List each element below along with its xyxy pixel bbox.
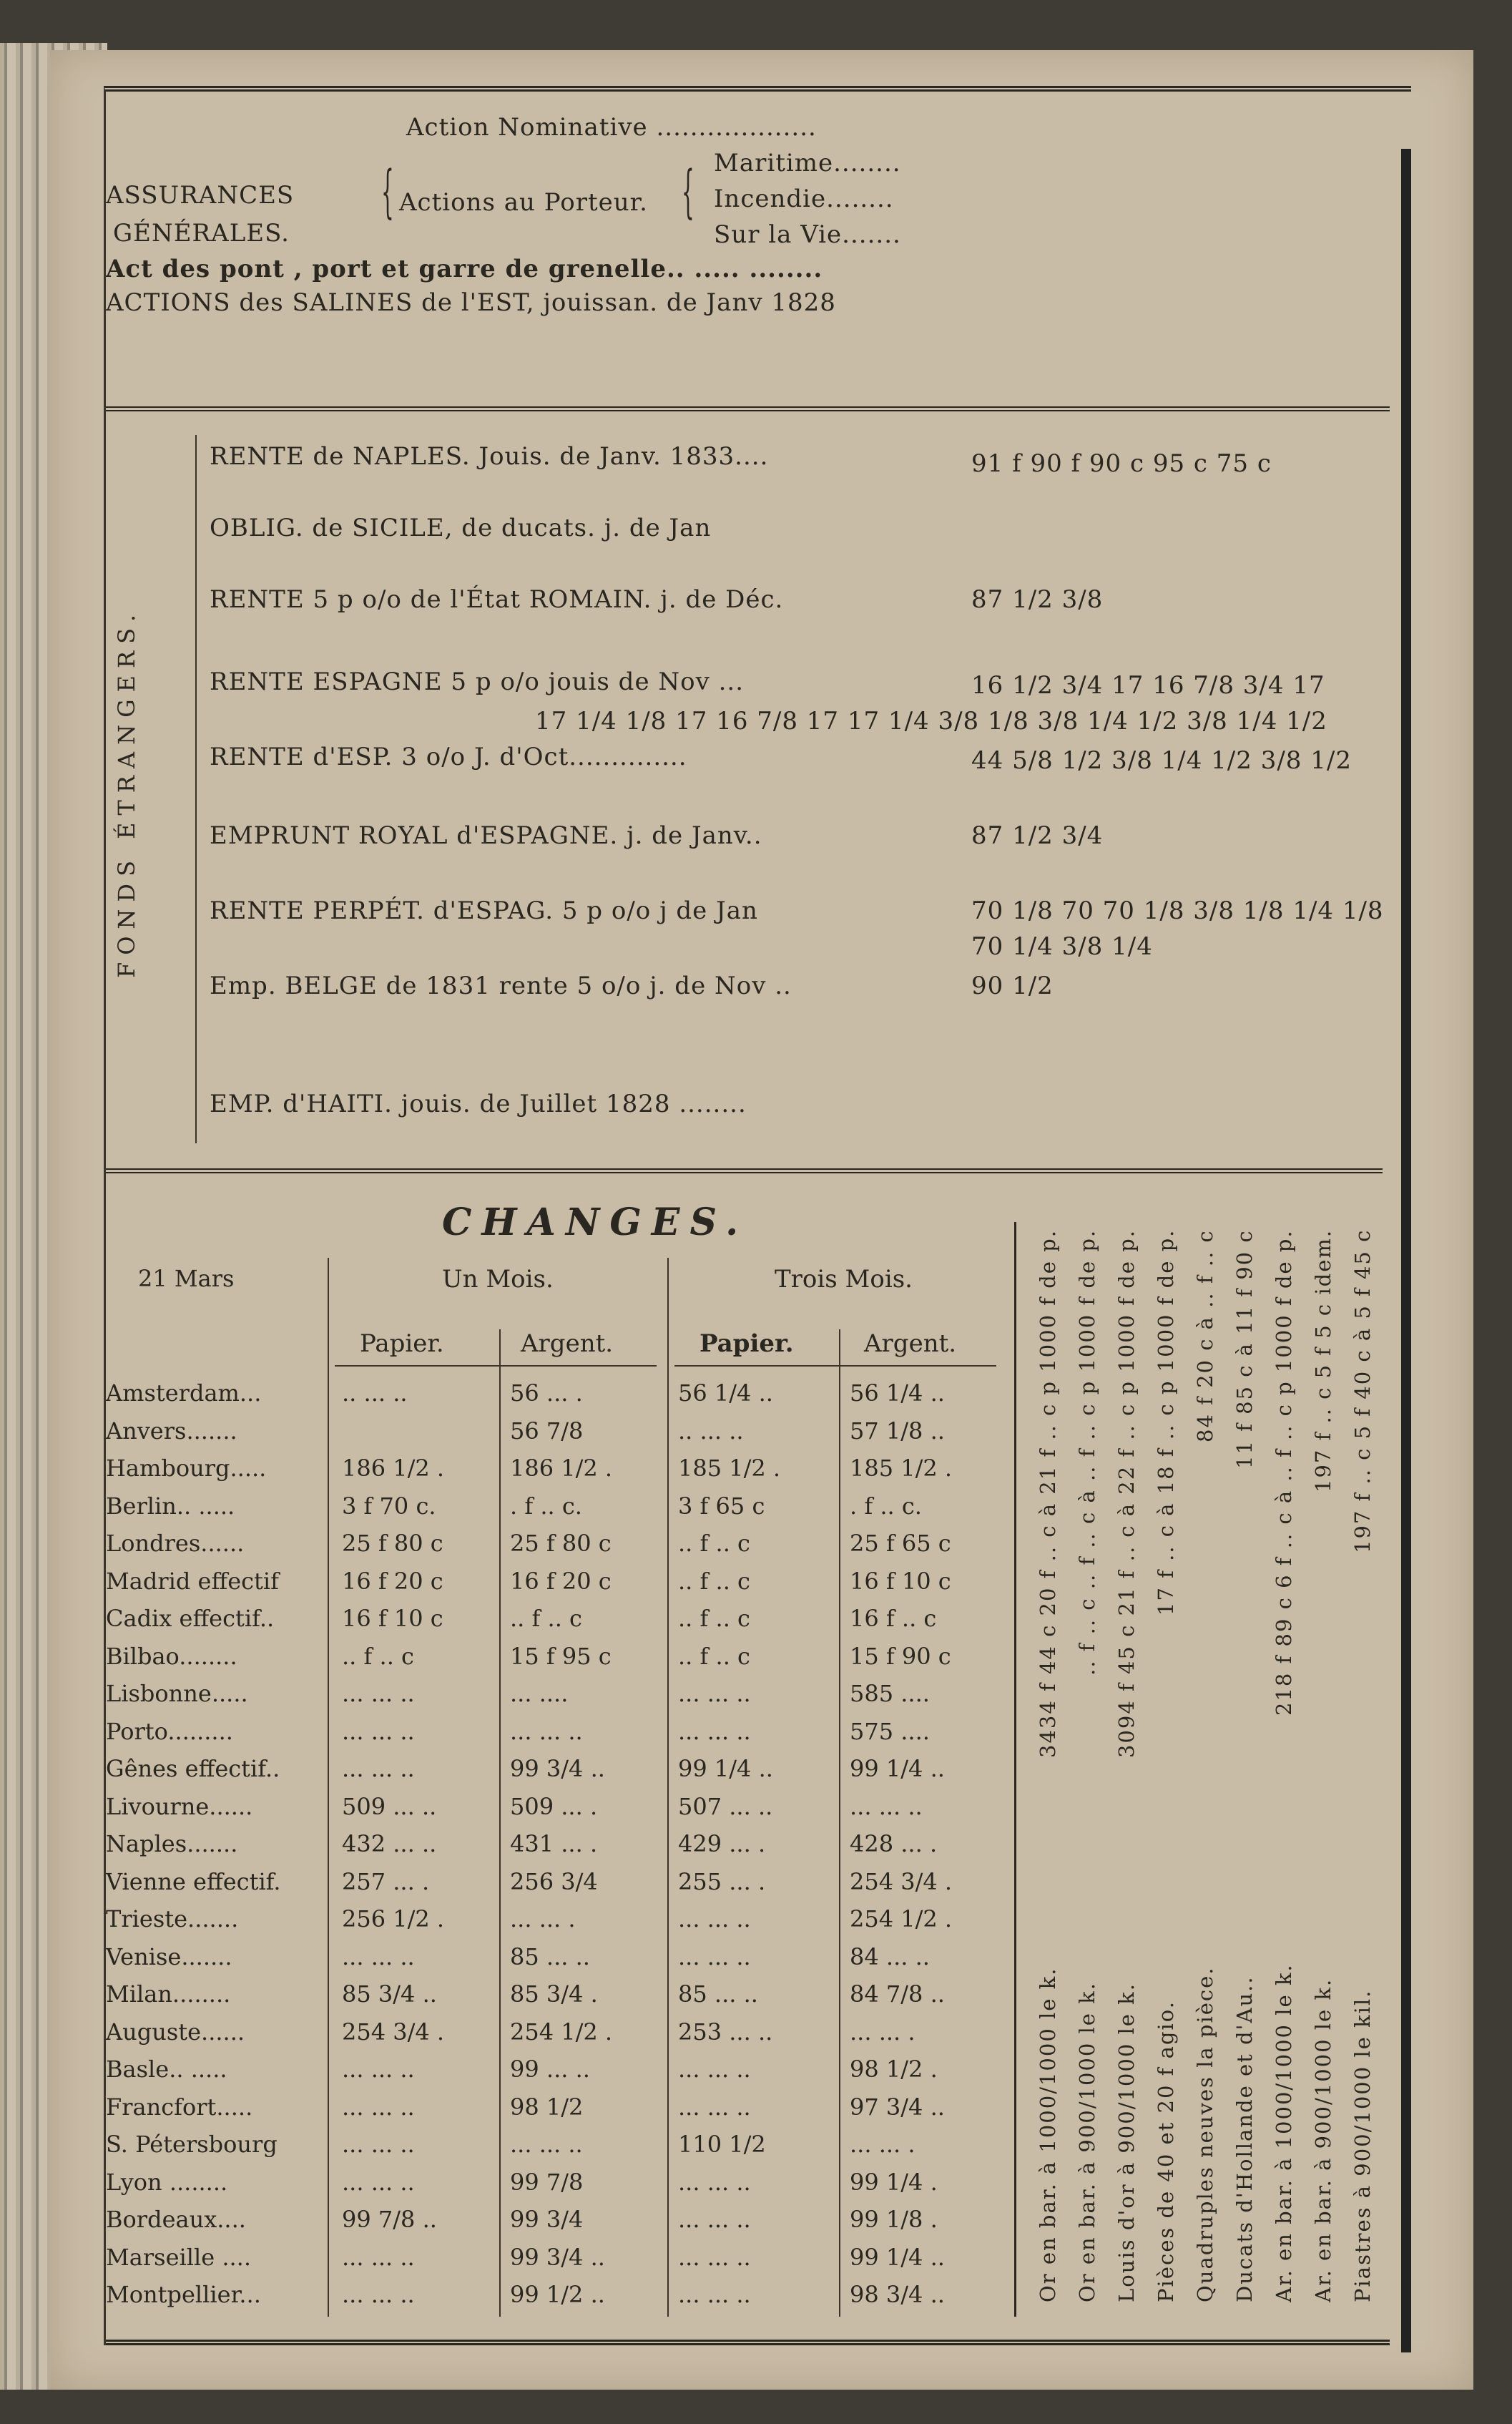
- change-cell-c3: 99 1/4 ..: [678, 1755, 773, 1782]
- metal-label: Louis d'or à 900/1000 le k.: [1114, 1983, 1139, 2302]
- divider-1: [106, 406, 1390, 411]
- change-cell-c1: 25 f 80 c: [342, 1530, 443, 1557]
- fonds-row-name: RENTE d'ESP. 3 o/o J. d'Oct..............: [210, 743, 687, 771]
- column-rule: [667, 1258, 669, 2317]
- metal-label: Ducats d'Hollande et d'Au..: [1232, 1975, 1257, 2302]
- change-cell-c2: 99 3/4 ..: [510, 1755, 605, 1782]
- change-cell-c3: ... ... ..: [678, 2056, 751, 2083]
- fonds-row-value: 87 1/2 3/8: [971, 585, 1104, 614]
- change-place: Amsterdam...: [106, 1379, 262, 1407]
- change-cell-c4: 428 ... .: [850, 1830, 938, 1857]
- change-place: Montpellier...: [106, 2281, 261, 2308]
- change-cell-c4: ... ... ..: [850, 1792, 923, 1820]
- ledger-page: [50, 50, 1473, 2390]
- change-place: Londres......: [106, 1530, 245, 1557]
- change-cell-c4: ... ... .: [850, 2131, 915, 2158]
- change-cell-c1: 186 1/2 .: [342, 1455, 445, 1482]
- change-cell-c2: 99 3/4 ..: [510, 2243, 605, 2271]
- change-cell-c2: 256 3/4: [510, 1867, 598, 1895]
- change-cell-c2: 99 3/4: [510, 2206, 584, 2233]
- change-cell-c3: ... ... ..: [678, 1905, 751, 1932]
- metal-row: [1075, 1229, 1104, 2302]
- change-cell-c3: ... ... ..: [678, 2206, 751, 2233]
- change-cell-c2: 98 1/2: [510, 2093, 584, 2121]
- change-cell-c4: 99 1/4 ..: [850, 1755, 945, 1782]
- change-place: Marseille ....: [106, 2243, 251, 2271]
- change-cell-c2: 85 3/4 .: [510, 1980, 598, 2008]
- metal-value: 11 f 85 c à 11 f 90 c: [1232, 1229, 1257, 1469]
- change-cell-c3: 85 ... ..: [678, 1980, 758, 2008]
- change-cell-c2: 509 ... .: [510, 1792, 598, 1820]
- fonds-row-value: 91 f 90 f 90 c 95 c 75 c: [971, 449, 1272, 478]
- change-cell-c1: ... ... ..: [342, 2056, 415, 2083]
- metal-value: 3094 f 45 c 21 f .. c à 22 f .. c p 1000 f de p.: [1114, 1229, 1139, 1758]
- change-place: Basle.. .....: [106, 2056, 227, 2083]
- change-cell-c1: 16 f 20 c: [342, 1567, 443, 1595]
- change-place: Lisbonne.....: [106, 1680, 248, 1707]
- change-cell-c4: 57 1/8 ..: [850, 1417, 945, 1445]
- change-place: Vienne effectif.: [106, 1867, 281, 1895]
- change-cell-c4: 16 f .. c: [850, 1605, 937, 1632]
- fonds-row-name: RENTE ESPAGNE 5 p o/o jouis de Nov ...: [210, 668, 745, 696]
- metal-value: 197 f .. c 5 f 40 c à 5 f 45 c: [1350, 1229, 1375, 1554]
- changes-date: 21 Mars: [138, 1265, 235, 1292]
- change-cell-c1: ... ... ..: [342, 1680, 415, 1707]
- change-cell-c2: 99 ... ..: [510, 2056, 590, 2083]
- assurances-label: ASSURANCES: [106, 181, 295, 210]
- metal-row: [1350, 1229, 1379, 2302]
- change-cell-c3: 253 ... ..: [678, 2018, 773, 2046]
- metal-value: 3434 f 44 c 20 f .. c à 21 f .. c p 1000 f de p.: [1036, 1229, 1060, 1758]
- metal-row: [1232, 1229, 1261, 2302]
- metal-value: 17 f .. c à 18 f .. c p 1000 f de p.: [1154, 1229, 1178, 1616]
- change-cell-c1: ... ... ..: [342, 2243, 415, 2271]
- change-cell-c3: .. f .. c: [678, 1567, 750, 1595]
- un-mois-header: Un Mois.: [442, 1265, 554, 1294]
- fonds-row-continuation: 70 1/4 3/8 1/4: [971, 932, 1153, 961]
- change-cell-c2: 85 ... ..: [510, 1942, 590, 1970]
- metal-row: [1154, 1229, 1182, 2302]
- change-cell-c4: 254 1/2 .: [850, 1905, 953, 1932]
- fonds-vertical-rule: [195, 435, 197, 1143]
- metals-section: [1029, 1215, 1393, 2317]
- change-cell-c1: ... ... ..: [342, 1755, 415, 1782]
- change-cell-c4: 585 ....: [850, 1680, 930, 1707]
- change-cell-c3: 56 1/4 ..: [678, 1379, 773, 1407]
- metal-label: Ar. en bar. à 1000/1000 le k.: [1272, 1963, 1296, 2302]
- change-cell-c4: 16 f 10 c: [850, 1567, 951, 1595]
- change-cell-c3: ... ... ..: [678, 2243, 751, 2271]
- change-cell-c1: 257 ... .: [342, 1867, 430, 1895]
- change-cell-c4: 98 1/2 .: [850, 2056, 938, 2083]
- changes-title: CHANGES.: [442, 1201, 749, 1244]
- change-cell-c4: 15 f 90 c: [850, 1642, 951, 1670]
- incendie-label: Incendie........: [714, 185, 894, 213]
- change-cell-c1: ... ... ..: [342, 2281, 415, 2308]
- change-cell-c3: .. ... ..: [678, 1417, 744, 1445]
- ponts-line: Act des pont , port et garre de grenelle.. ..... ........: [106, 255, 823, 283]
- change-cell-c4: 254 3/4 .: [850, 1867, 953, 1895]
- change-cell-c1: ... ... ..: [342, 2168, 415, 2196]
- divider-2: [106, 1168, 1383, 1173]
- fonds-row-name: RENTE PERPÉT. d'ESPAG. 5 p o/o j de Jan: [210, 896, 758, 925]
- change-cell-c3: .. f .. c: [678, 1642, 750, 1670]
- fonds-row-value: 44 5/8 1/2 3/8 1/4 1/2 3/8 1/2: [971, 746, 1352, 775]
- change-cell-c2: ... ... .: [510, 1905, 576, 1932]
- change-place: Porto.........: [106, 1717, 233, 1745]
- change-cell-c1: ... ... ..: [342, 2131, 415, 2158]
- change-cell-c2: ... ... ..: [510, 2131, 583, 2158]
- metal-value: 218 f 89 c 6 f .. c à .. f .. c p 1000 f de p.: [1272, 1229, 1296, 1716]
- change-cell-c2: 99 1/2 ..: [510, 2281, 605, 2308]
- change-cell-c2: .. f .. c: [510, 1605, 582, 1632]
- change-place: Hambourg.....: [106, 1455, 267, 1482]
- change-cell-c3: .. f .. c: [678, 1530, 750, 1557]
- assurances-section: [106, 92, 1400, 399]
- metal-label: Or en bar. à 900/1000 le k.: [1075, 1982, 1099, 2302]
- change-place: Venise.......: [106, 1942, 232, 1970]
- change-cell-c4: 575 ....: [850, 1717, 930, 1745]
- change-cell-c2: 431 ... .: [510, 1830, 598, 1857]
- change-cell-c2: 254 1/2 .: [510, 2018, 613, 2046]
- action-nominative: Action Nominative ...................: [406, 113, 817, 142]
- change-cell-c3: ... ... ..: [678, 2281, 751, 2308]
- change-cell-c1: ... ... ..: [342, 1717, 415, 1745]
- trois-mois-header: Trois Mois.: [775, 1265, 913, 1294]
- changes-section: [106, 1186, 1400, 2331]
- change-cell-c2: 25 f 80 c: [510, 1530, 612, 1557]
- brace-right: {: [682, 158, 695, 225]
- change-place: Cadix effectif..: [106, 1605, 275, 1632]
- change-cell-c2: 99 7/8: [510, 2168, 584, 2196]
- argent-header-2: Argent.: [864, 1329, 957, 1358]
- change-cell-c4: 56 1/4 ..: [850, 1379, 945, 1407]
- fonds-row-name: Emp. BELGE de 1831 rente 5 o/o j. de Nov ..: [210, 972, 792, 1000]
- metal-value: 197 f .. c 5 f 5 c idem.: [1311, 1229, 1335, 1493]
- argent-header-1: Argent.: [521, 1329, 614, 1358]
- fonds-row-value: 87 1/2 3/4: [971, 821, 1104, 850]
- change-cell-c3: ... ... ..: [678, 1717, 751, 1745]
- change-cell-c3: ... ... ..: [678, 1942, 751, 1970]
- metal-row: [1193, 1229, 1222, 2302]
- change-cell-c1: 16 f 10 c: [342, 1605, 443, 1632]
- metal-value: 84 f 20 c à .. f .. c: [1193, 1229, 1217, 1442]
- change-place: S. Pétersbourg: [106, 2131, 278, 2158]
- change-place: Madrid effectif: [106, 1567, 279, 1595]
- sur-la-vie-label: Sur la Vie.......: [714, 220, 901, 249]
- fonds-etrangers-label: FONDS ÉTRANGERS.: [113, 607, 140, 979]
- fonds-row-continuation: 17 1/4 1/8 17 16 7/8 17 17 1/4 3/8 1/8 3/8 1/4 1/2 3/8 1/4 1/2: [535, 707, 1327, 735]
- change-cell-c1: 256 1/2 .: [342, 1905, 445, 1932]
- change-cell-c4: 185 1/2 .: [850, 1455, 953, 1482]
- metal-label: Pièces de 40 et 20 f agio.: [1154, 2000, 1178, 2302]
- change-cell-c3: 429 ... .: [678, 1830, 766, 1857]
- change-place: Bilbao........: [106, 1642, 237, 1670]
- change-cell-c2: 16 f 20 c: [510, 1567, 612, 1595]
- salines-line: ACTIONS des SALINES de l'EST, jouissan. de Janv 1828: [106, 288, 836, 317]
- frame-bottom: [106, 2340, 1390, 2345]
- change-cell-c4: 84 ... ..: [850, 1942, 930, 1970]
- change-cell-c3: 3 f 65 c: [678, 1492, 765, 1520]
- change-cell-c1: .. f .. c: [342, 1642, 414, 1670]
- fonds-row-name: RENTE 5 p o/o de l'État ROMAIN. j. de Déc.: [210, 585, 784, 614]
- change-cell-c1: 254 3/4 .: [342, 2018, 445, 2046]
- change-cell-c4: . f .. c.: [850, 1492, 922, 1520]
- fonds-row-value: 90 1/2: [971, 972, 1054, 1000]
- fonds-etrangers-section: [106, 421, 1400, 1165]
- change-place: Milan........: [106, 1980, 231, 2008]
- change-cell-c3: .. f .. c: [678, 1605, 750, 1632]
- brace-left: {: [381, 158, 395, 225]
- papier-header-1: Papier.: [360, 1329, 444, 1358]
- change-cell-c4: 99 1/4 .: [850, 2168, 938, 2196]
- change-cell-c1: ... ... ..: [342, 1942, 415, 1970]
- column-rule: [328, 1258, 329, 2317]
- change-cell-c1: 85 3/4 ..: [342, 1980, 437, 2008]
- change-cell-c1: 3 f 70 c.: [342, 1492, 436, 1520]
- change-place: Trieste.......: [106, 1905, 239, 1932]
- change-cell-c3: ... ... ..: [678, 1680, 751, 1707]
- frame-right-bar: [1401, 149, 1411, 2352]
- change-cell-c2: 186 1/2 .: [510, 1455, 613, 1482]
- change-cell-c1: 99 7/8 ..: [342, 2206, 437, 2233]
- metal-row: [1311, 1229, 1340, 2302]
- change-place: Bordeaux....: [106, 2206, 246, 2233]
- change-cell-c2: ... ....: [510, 1680, 569, 1707]
- generales-label: GÉNÉRALES.: [113, 219, 290, 248]
- metal-label: Or en bar. à 1000/1000 le k.: [1036, 1967, 1060, 2302]
- metal-label: Piastres à 900/1000 le kil.: [1350, 1989, 1375, 2302]
- metal-row: [1272, 1229, 1300, 2302]
- change-cell-c4: ... ... .: [850, 2018, 915, 2046]
- change-cell-c1: .. ... ..: [342, 1379, 408, 1407]
- fonds-row-name: RENTE de NAPLES. Jouis. de Janv. 1833....: [210, 442, 769, 471]
- fonds-row-value: 16 1/2 3/4 17 16 7/8 3/4 17: [971, 671, 1325, 700]
- change-cell-c4: 99 1/8 .: [850, 2206, 938, 2233]
- page-frame: [104, 86, 1411, 2345]
- papier-header-2: Papier.: [699, 1329, 794, 1358]
- change-cell-c3: 185 1/2 .: [678, 1455, 781, 1482]
- maritime-label: Maritime........: [714, 149, 901, 177]
- change-cell-c4: 25 f 65 c: [850, 1530, 951, 1557]
- change-cell-c2: 15 f 95 c: [510, 1642, 612, 1670]
- change-place: Auguste......: [106, 2018, 245, 2046]
- metals-rule: [1014, 1222, 1016, 2317]
- fonds-row-name: OBLIG. de SICILE, de ducats. j. de Jan: [210, 514, 712, 542]
- change-cell-c3: 110 1/2: [678, 2131, 766, 2158]
- column-rule: [499, 1329, 501, 2317]
- metal-label: Quadruples neuves la pièce.: [1193, 1966, 1217, 2302]
- actions-porteur-label: Actions au Porteur.: [399, 188, 648, 217]
- change-cell-c4: 97 3/4 ..: [850, 2093, 945, 2121]
- metal-label: Ar. en bar. à 900/1000 le k.: [1311, 1978, 1335, 2302]
- change-cell-c1: ... ... ..: [342, 2093, 415, 2121]
- change-cell-c4: 99 1/4 ..: [850, 2243, 945, 2271]
- change-cell-c3: 255 ... .: [678, 1867, 766, 1895]
- header-rule: [335, 1365, 657, 1367]
- change-place: Livourne......: [106, 1792, 253, 1820]
- change-cell-c2: 56 ... .: [510, 1379, 583, 1407]
- change-cell-c2: ... ... ..: [510, 1717, 583, 1745]
- change-cell-c2: . f .. c.: [510, 1492, 582, 1520]
- change-cell-c3: 507 ... ..: [678, 1792, 773, 1820]
- column-rule: [839, 1329, 840, 2317]
- header-rule: [674, 1365, 996, 1367]
- metal-row: [1114, 1229, 1143, 2302]
- change-cell-c3: ... ... ..: [678, 2168, 751, 2196]
- change-cell-c1: 432 ... ..: [342, 1830, 437, 1857]
- metal-value: .. f .. c .. f .. c à .. f .. c p 1000 f de p.: [1075, 1229, 1099, 1676]
- change-place: Francfort.....: [106, 2093, 253, 2121]
- change-place: Anvers.......: [106, 1417, 237, 1445]
- change-cell-c3: ... ... ..: [678, 2093, 751, 2121]
- change-cell-c1: 509 ... ..: [342, 1792, 437, 1820]
- fonds-row-name: EMPRUNT ROYAL d'ESPAGNE. j. de Janv..: [210, 821, 762, 850]
- change-place: Naples.......: [106, 1830, 238, 1857]
- change-cell-c4: 98 3/4 ..: [850, 2281, 945, 2308]
- change-place: Lyon ........: [106, 2168, 228, 2196]
- metal-row: [1036, 1229, 1064, 2302]
- change-cell-c2: 56 7/8: [510, 1417, 584, 1445]
- change-place: Berlin.. .....: [106, 1492, 235, 1520]
- change-cell-c4: 84 7/8 ..: [850, 1980, 945, 2008]
- fonds-row-name: EMP. d'HAITI. jouis. de Juillet 1828 ........: [210, 1090, 747, 1118]
- change-place: Gênes effectif..: [106, 1755, 280, 1782]
- fonds-row-value: 70 1/8 70 70 1/8 3/8 1/8 1/4 1/8: [971, 896, 1384, 925]
